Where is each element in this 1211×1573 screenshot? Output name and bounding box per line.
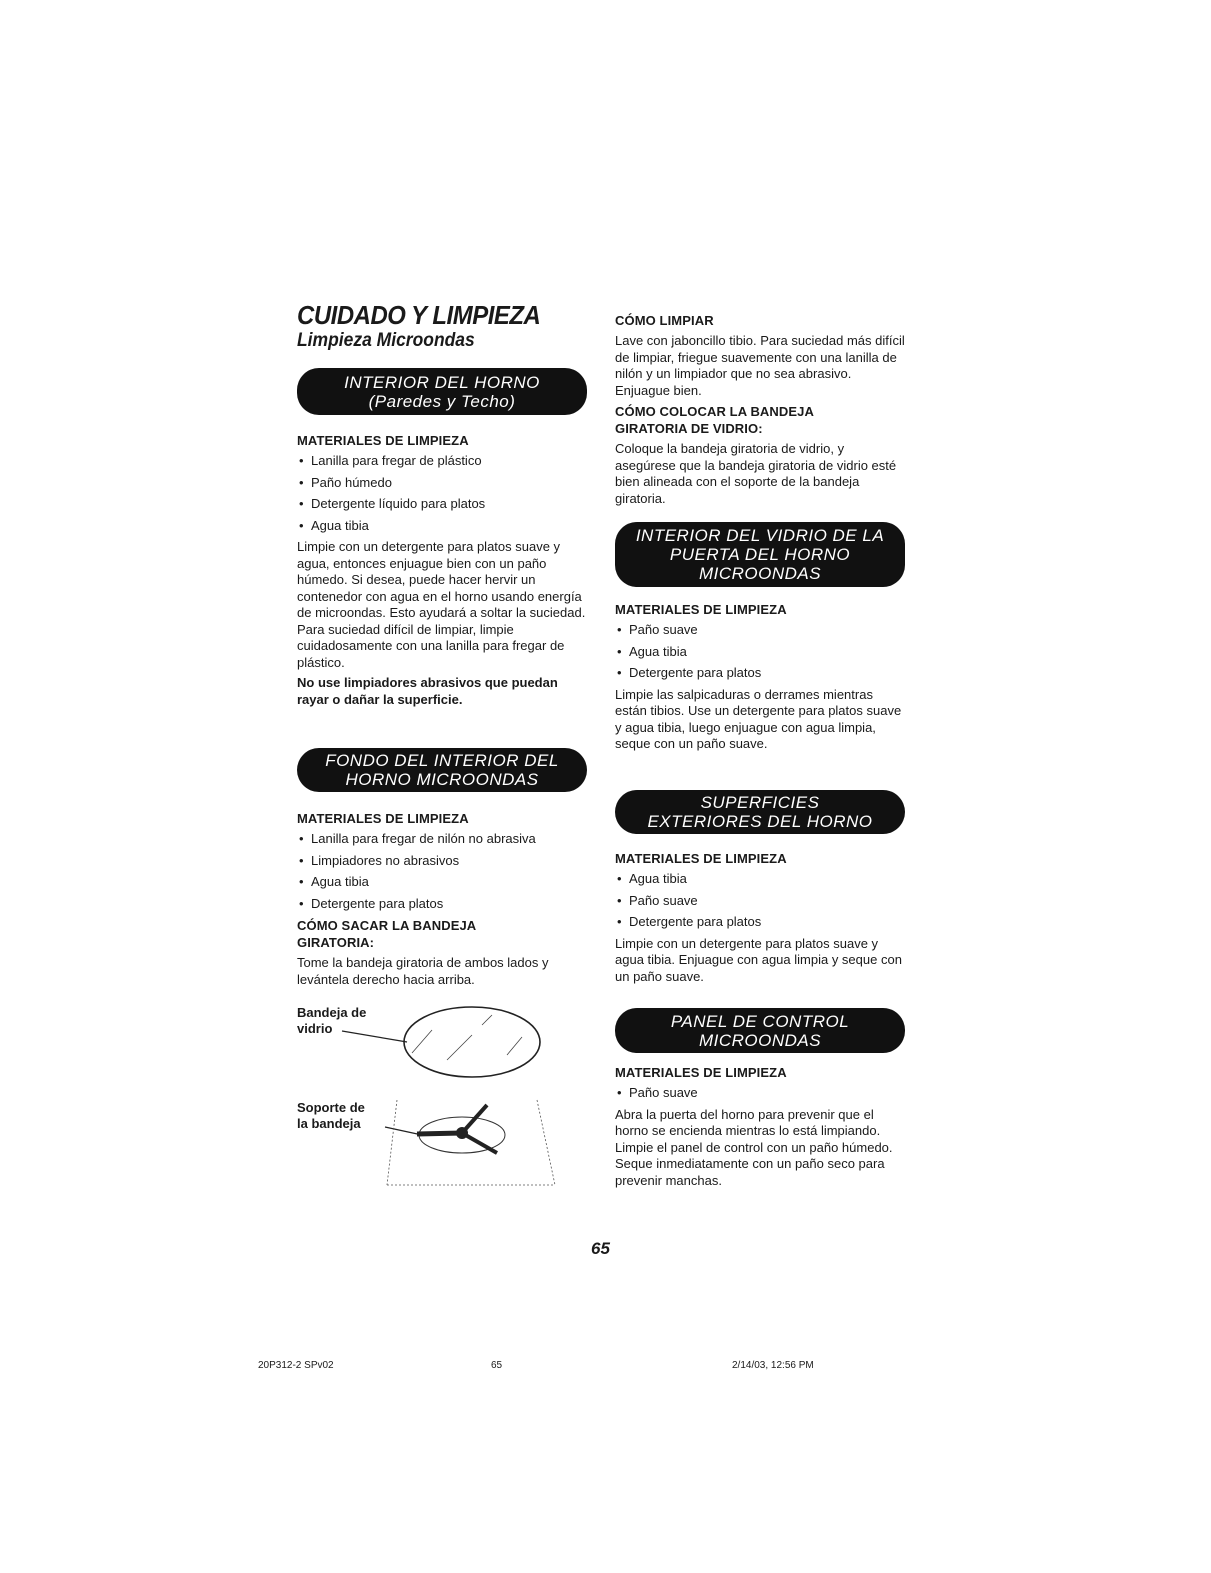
list-item: • Paño suave xyxy=(615,893,905,909)
remove-turntable-heading: CÓMO SACAR LA BANDEJA GIRATORIA: xyxy=(297,918,476,950)
banner-vidrio-puerta: INTERIOR DEL VIDRIO DE LA PUERTA DEL HORNO MICROONDAS xyxy=(615,522,905,587)
list-item: • Detergente para platos xyxy=(297,896,587,912)
section-vidrio xyxy=(615,601,905,757)
section-interior xyxy=(297,432,587,708)
materials-heading: MATERIALES DE LIMPIEZA xyxy=(297,433,469,448)
abrasive-warning: No use limpiadores abrasivos que puedan rayar o dañar la superficie. xyxy=(297,675,558,707)
how-to-clean-heading: CÓMO LIMPIAR xyxy=(615,313,714,328)
section-panel xyxy=(615,1064,905,1193)
label-tray-support: Soporte de la bandeja xyxy=(297,1100,365,1131)
place-turntable-heading: CÓMO COLOCAR LA BANDEJA GIRATORIA DE VIDRIO: xyxy=(615,404,814,436)
section-fondo xyxy=(297,810,587,992)
page-subtitle: Limpieza Microondas xyxy=(297,330,475,351)
list-item: • Detergente líquido para platos xyxy=(297,496,587,512)
materials-list xyxy=(615,1085,905,1101)
section-limpiar xyxy=(615,312,905,511)
list-item: • Lanilla para fregar de nilón no abrasiva xyxy=(297,831,587,847)
list-item: • Paño húmedo xyxy=(297,475,587,491)
footer-page: 65 xyxy=(491,1360,503,1371)
how-to-clean-text: Lave con jaboncillo tibio. Para suciedad más difícil de limpiar, friegue suavemente con una lanilla de nilón y un limpiador que no sea abrasivo. Enjuague bien. xyxy=(615,333,905,398)
label-glass-tray: Bandeja de vidrio xyxy=(297,1005,367,1036)
list-item: • Agua tibia xyxy=(297,518,587,534)
materials-heading: MATERIALES DE LIMPIEZA xyxy=(615,1065,787,1080)
list-item: • Agua tibia xyxy=(615,644,905,660)
banner-interior-horno: INTERIOR DEL HORNO (Paredes y Techo) xyxy=(297,368,587,415)
page-number: 65 xyxy=(591,1239,610,1258)
materials-list xyxy=(615,622,905,681)
vidrio-instructions: Limpie las salpicaduras o derrames mientras están tibios. Use un detergente para platos suave y agua tibia, luego enjuague con agua limpia, seque con un paño suave. xyxy=(615,686,902,751)
list-item: • Agua tibia xyxy=(615,871,905,887)
banner-fondo-interior: FONDO DEL INTERIOR DEL HORNO MICROONDAS xyxy=(297,748,587,792)
list-item: • Detergente para platos xyxy=(615,665,905,681)
interior-instructions: Limpie con un detergente para platos suave y agua, entonces enjuague bien con un paño húmedo. Si desea, puede hacer hervir un contenedor con agua en el horno usando energía de microondas. Esto ayudará a soltar la suciedad. Para suciedad difícil de limpiar, limpie cuidadosamente con una lanilla para fregar de plástico. xyxy=(297,539,586,670)
list-item: • Paño suave xyxy=(615,1085,905,1101)
footer-timestamp: 2/14/03, 12:56 PM xyxy=(732,1360,814,1371)
place-turntable-text: Coloque la bandeja giratoria de vidrio, y asegúrese que la bandeja giratoria de vidrio esté bien alineada con el soporte de la bandeja giratoria. xyxy=(615,441,897,506)
list-item: • Detergente para platos xyxy=(615,914,905,930)
materials-list xyxy=(615,871,905,930)
list-item: • Lanilla para fregar de plástico xyxy=(297,453,587,469)
section-superficies xyxy=(615,850,905,989)
banner-superficies-exteriores: SUPERFICIES EXTERIORES DEL HORNO xyxy=(615,790,905,834)
banner-panel-control: PANEL DE CONTROL MICROONDAS xyxy=(615,1008,905,1053)
superficies-instructions: Limpie con un detergente para platos suave y agua tibia. Enjuague con agua limpia y seque con un paño suave. xyxy=(615,935,902,984)
remove-turntable-text: Tome la bandeja giratoria de ambos lados y levántela derecho hacia arriba. xyxy=(297,955,549,987)
panel-instructions: Abra la puerta del horno para prevenir que el horno se encienda mientras lo está limpiando. Limpie el panel de control con un paño húmedo. Seque inmediatamente con un paño seco para prevenir manchas. xyxy=(615,1106,893,1188)
turntable-drawing xyxy=(297,1005,587,1195)
materials-heading: MATERIALES DE LIMPIEZA xyxy=(615,602,787,617)
materials-heading: MATERIALES DE LIMPIEZA xyxy=(615,851,787,866)
list-item: • Paño suave xyxy=(615,622,905,638)
list-item: • Limpiadores no abrasivos xyxy=(297,853,587,869)
materials-list xyxy=(297,453,587,534)
turntable-diagram xyxy=(297,1005,587,1195)
page-title: CUIDADO Y LIMPIEZA xyxy=(297,300,541,330)
materials-heading: MATERIALES DE LIMPIEZA xyxy=(297,811,469,826)
footer-code: 20P312-2 SPv02 xyxy=(258,1360,334,1371)
list-item: • Agua tibia xyxy=(297,874,587,890)
materials-list xyxy=(297,831,587,912)
